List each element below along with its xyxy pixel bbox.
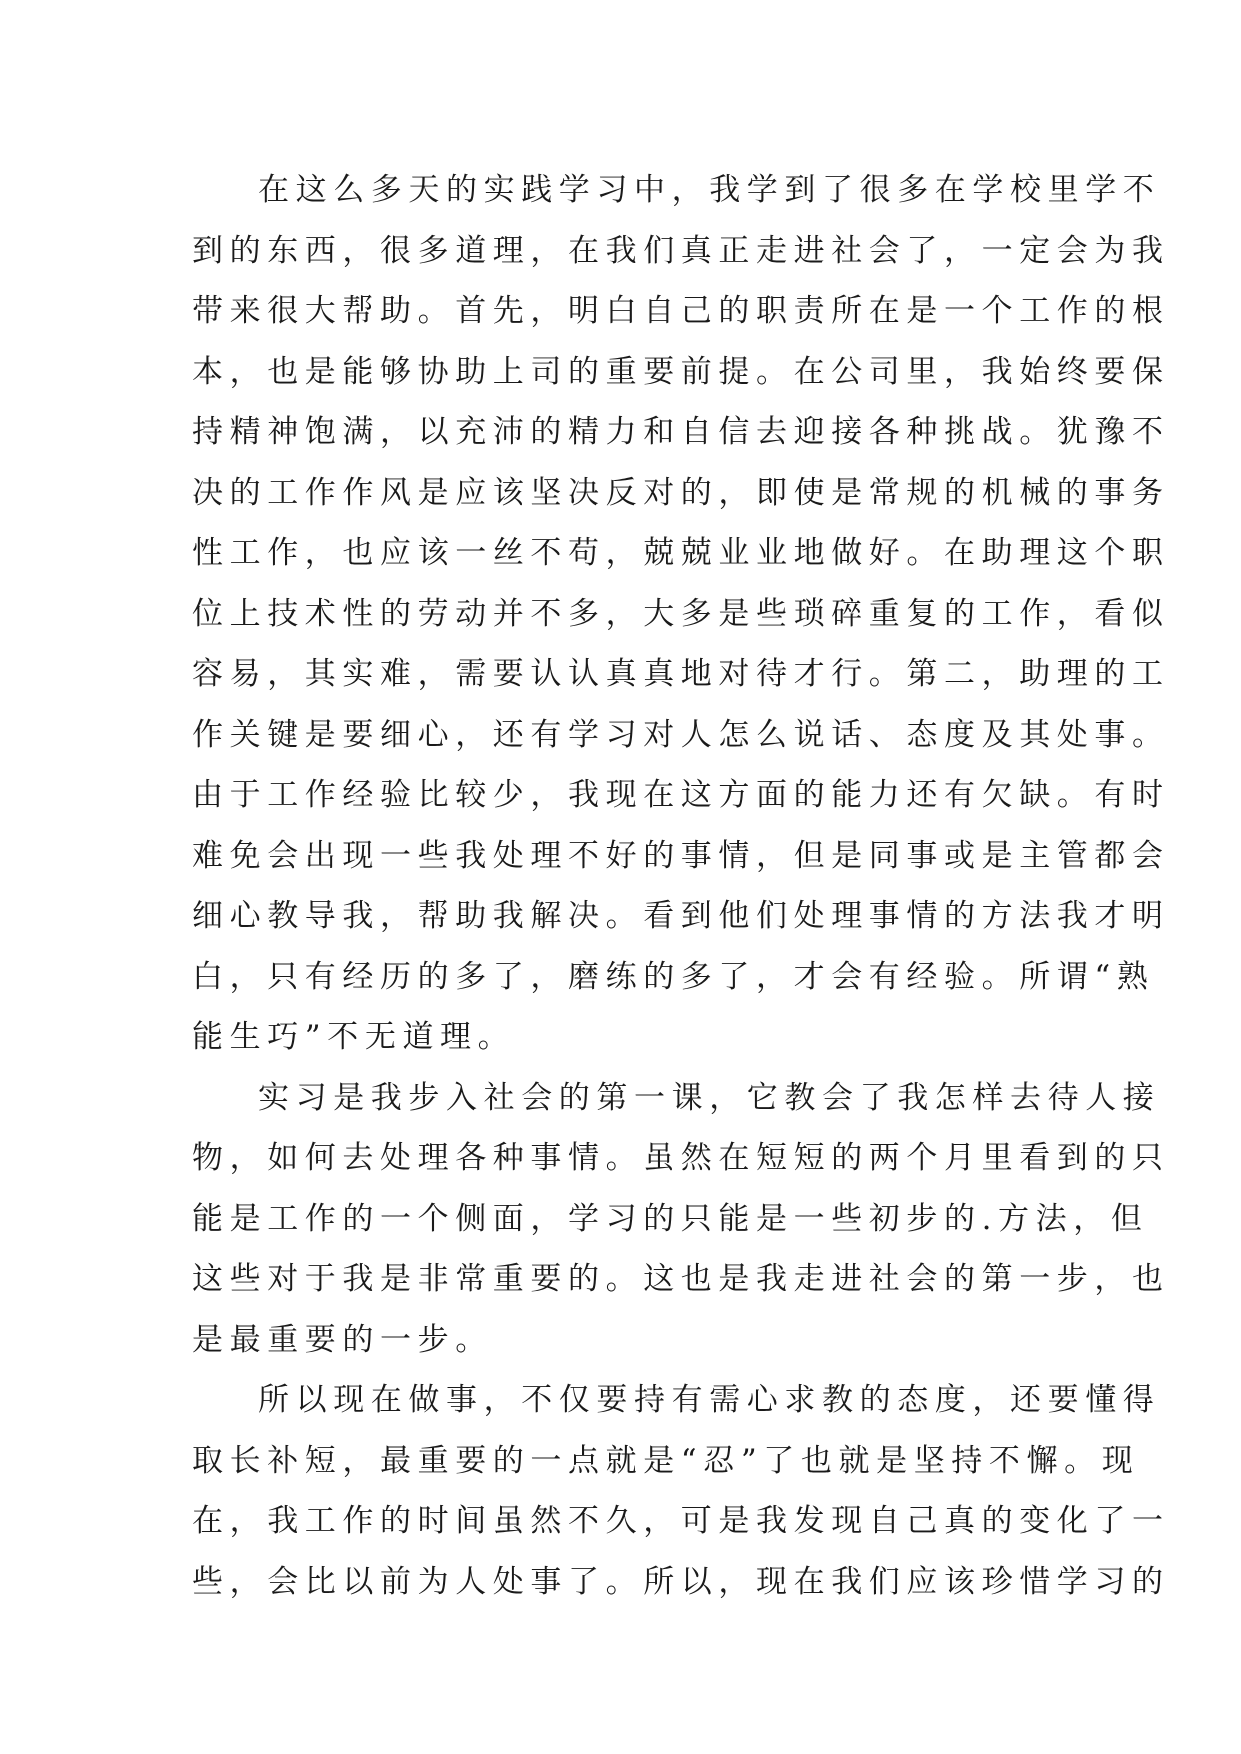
text-line: 物，如何去处理各种事情。虽然在短短的两个月里看到的只 — [192, 1140, 1170, 1176]
text-line: 白，只有经历的多了，磨练的多了，才会有经验。所谓“熟 — [192, 958, 1155, 995]
text-line: 作关键是要细心，还有学习对人怎么说话、态度及其处事。 — [192, 716, 1170, 753]
text-line: 容易，其实难，需要认认真真地对待才行。第二，助理的工 — [192, 656, 1170, 692]
text-line: 难免会出现一些我处理不好的事情，但是同事或是主管都会 — [192, 837, 1170, 874]
text-line: 在，我工作的时间虽然不久，可是我发现自己真的变化了一 — [192, 1503, 1170, 1539]
text-line: 能生巧”不无道理。 — [192, 1019, 516, 1055]
text-line: 些，会比以前为人处事了。所以，现在我们应该珍惜学习的 — [192, 1563, 1170, 1600]
paragraph-1 — [192, 160, 1170, 1068]
text-line: 由于工作经验比较少，我现在这方面的能力还有欠缺。有时 — [192, 777, 1170, 813]
text-line: 位上技术性的劳动并不多，大多是些琐碎重复的工作，看似 — [192, 595, 1170, 632]
text-line: 取长补短，最重要的一点就是“忍”了也就是坚持不懈。现 — [192, 1442, 1140, 1479]
text-line: 在这么多天的实践学习中，我学到了很多在学校里学不 — [258, 172, 1161, 208]
text-line: 这些对于我是非常重要的。这也是我走进社会的第一步，也 — [192, 1261, 1170, 1297]
text-line: 细心教导我，帮助我解决。看到他们处理事情的方法我才明 — [192, 898, 1170, 934]
text-line: 是最重要的一步。 — [192, 1321, 493, 1358]
text-line: 到的东西，很多道理，在我们真正走进社会了，一定会为我 — [192, 232, 1170, 269]
text-line: 本，也是能够协助上司的重要前提。在公司里，我始终要保 — [192, 353, 1170, 390]
text-line: 性工作，也应该一丝不苟，兢兢业业地做好。在助理这个职 — [192, 535, 1170, 571]
text-line: 决的工作作风是应该坚决反对的，即使是常规的机械的事务 — [192, 474, 1170, 511]
text-line: 带来很大帮助。首先，明白自己的职责所在是一个工作的根 — [192, 293, 1170, 329]
text-line: 持精神饱满，以充沛的精力和自信去迎接各种挑战。犹豫不 — [192, 414, 1170, 450]
text-body — [192, 160, 1170, 1612]
text-line: 实习是我步入社会的第一课，它教会了我怎样去待人接 — [258, 1079, 1161, 1116]
text-line: 所以现在做事，不仅要持有需心求教的态度，还要懂得 — [258, 1382, 1161, 1418]
text-line: 能是工作的一个侧面，学习的只能是一些初步的.方法，但 — [192, 1200, 1149, 1237]
paragraph-2 — [192, 1068, 1170, 1371]
paragraph-3 — [192, 1370, 1170, 1612]
